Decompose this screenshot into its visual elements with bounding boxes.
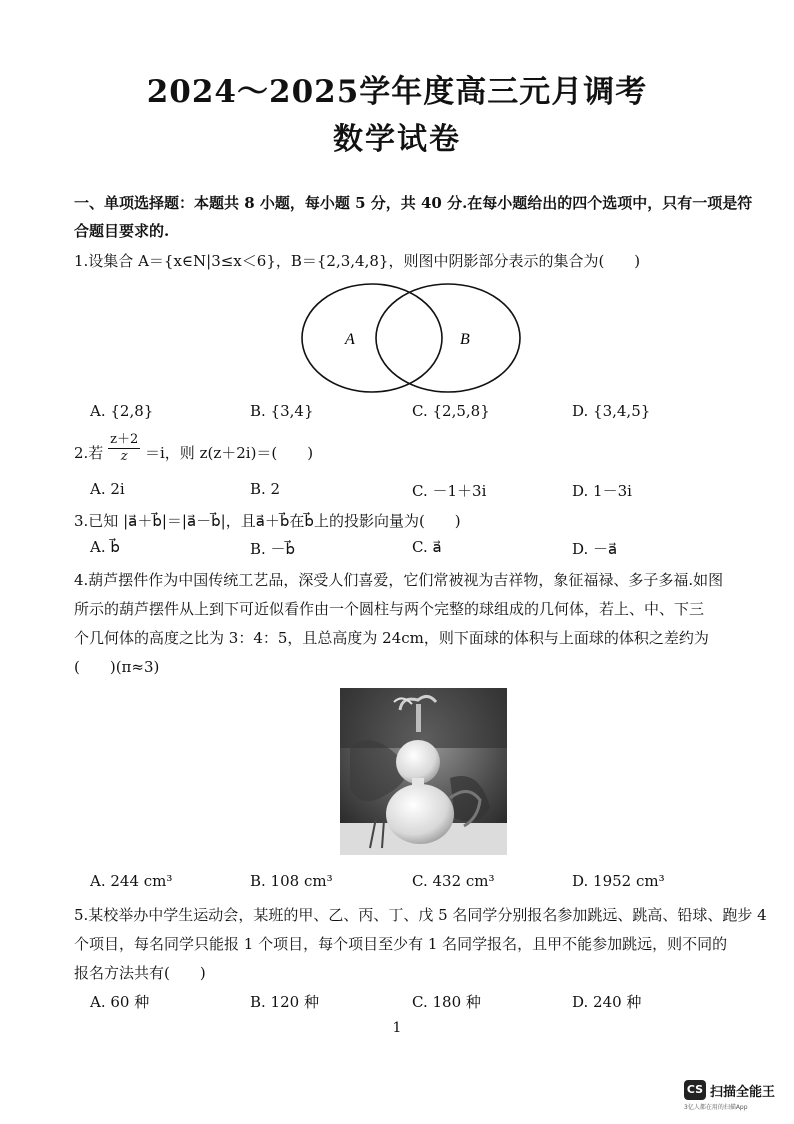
q5-option-d[interactable]: D. 240 种 (572, 993, 642, 1011)
scanner-app-name: 扫描全能王 (710, 1085, 776, 1100)
venn-diagram (300, 278, 540, 398)
question-4-line-3: 个几何体的高度之比为 3：4：5，且总高度为 24cm，则下面球的体积与上面球的体积之差约为 (74, 629, 709, 647)
question-4-line-2: 所示的葫芦摆件从上到下可近似看作由一个圆柱与两个完整的球组成的几何体，若上、中、下三 (74, 600, 705, 618)
q3-option-b[interactable]: B. －b⃗ (250, 540, 296, 558)
q2-prefix: 2.若 (74, 444, 104, 462)
section-intro-line-1: 一、单项选择题：本题共 8 小题，每小题 5 分，共 40 分.在每小题给出的四个选项中，只有一项是符 (74, 194, 753, 212)
q1-option-b[interactable]: B. {3,4} (250, 402, 314, 420)
q2-option-a[interactable]: A. 2i (90, 480, 125, 498)
venn-label-a: A (345, 331, 355, 348)
question-5-line-2: 个项目，每名同学只能报 1 个项目，每个项目至少有 1 名同学报名，且甲不能参加跳远，则不同的 (74, 935, 728, 953)
question-3-stem: 3.已知 |a⃗＋b⃗|＝|a⃗－b⃗|，且a⃗＋b⃗在b⃗上的投影向量为( ) (74, 512, 461, 530)
question-4-options (90, 872, 710, 894)
question-5-options (90, 991, 710, 1013)
q5-option-c[interactable]: C. 180 种 (412, 993, 481, 1011)
gourd-illustration (340, 688, 507, 855)
q4-option-c[interactable]: C. 432 cm³ (412, 872, 495, 890)
question-5-line-1: 5.某校举办中学生运动会，某班的甲、乙、丙、丁、戊 5 名同学分别报名参加跳远、跳高、铅球、跑步 4 (74, 906, 767, 924)
q4-option-a[interactable]: A. 244 cm³ (90, 872, 173, 890)
exam-subtitle: 数学试卷 (333, 122, 461, 157)
q2-option-c[interactable]: C. －1＋3i (412, 482, 487, 500)
question-2-stem (74, 432, 313, 472)
gourd-photo (340, 688, 507, 855)
q4-option-b[interactable]: B. 108 cm³ (250, 872, 333, 890)
q2-fraction (108, 432, 140, 465)
exam-title: 2024～2025学年度高三元月调考 (146, 74, 648, 110)
section-intro-line-2: 合题目要求的. (74, 222, 170, 240)
venn-label-b: B (460, 331, 470, 348)
q3-option-c[interactable]: C. a⃗ (412, 538, 442, 556)
scanner-watermark (684, 1080, 794, 1110)
question-4-line-1: 4.葫芦摆件作为中国传统工艺品，深受人们喜爱，它们常被视为吉祥物，象征福禄、多子多福.如图 (74, 571, 724, 589)
camscanner-logo-icon: CS (684, 1080, 706, 1100)
q3-option-d[interactable]: D. －a⃗ (572, 540, 618, 558)
q1-option-a[interactable]: A. {2,8} (90, 402, 154, 420)
q2-suffix: ＝i，则 z(z＋2i)＝( ) (145, 444, 314, 462)
q1-option-c[interactable]: C. {2,5,8} (412, 402, 490, 420)
q2-option-d[interactable]: D. 1－3i (572, 482, 632, 500)
q2-option-b[interactable]: B. 2 (250, 480, 281, 498)
scanner-app-tagline: 3亿人都在用的扫描App (684, 1104, 748, 1111)
q2-fraction-numerator: z＋2 (110, 432, 139, 447)
q3-option-a[interactable]: A. b⃗ (90, 538, 120, 556)
question-4-line-4: ( )(π≈3) (74, 658, 160, 676)
venn-circle-b (376, 284, 520, 392)
question-1-stem: 1.设集合 A＝{x∈N|3≤x＜6}，B＝{2,3,4,8}，则图中阴影部分表示的集合为( ) (74, 252, 641, 270)
question-3-options (90, 538, 710, 560)
q5-option-b[interactable]: B. 120 种 (250, 993, 319, 1011)
question-5-line-3: 报名方法共有( ) (74, 964, 206, 982)
q1-option-d[interactable]: D. {3,4,5} (572, 402, 651, 420)
page-number: 1 (392, 1020, 402, 1036)
question-2-options (90, 480, 710, 502)
question-1-options (90, 402, 710, 424)
q4-option-d[interactable]: D. 1952 cm³ (572, 872, 665, 890)
venn-circle-a (302, 284, 442, 392)
q5-option-a[interactable]: A. 60 种 (90, 993, 150, 1011)
q2-fraction-denominator: z (120, 449, 128, 464)
